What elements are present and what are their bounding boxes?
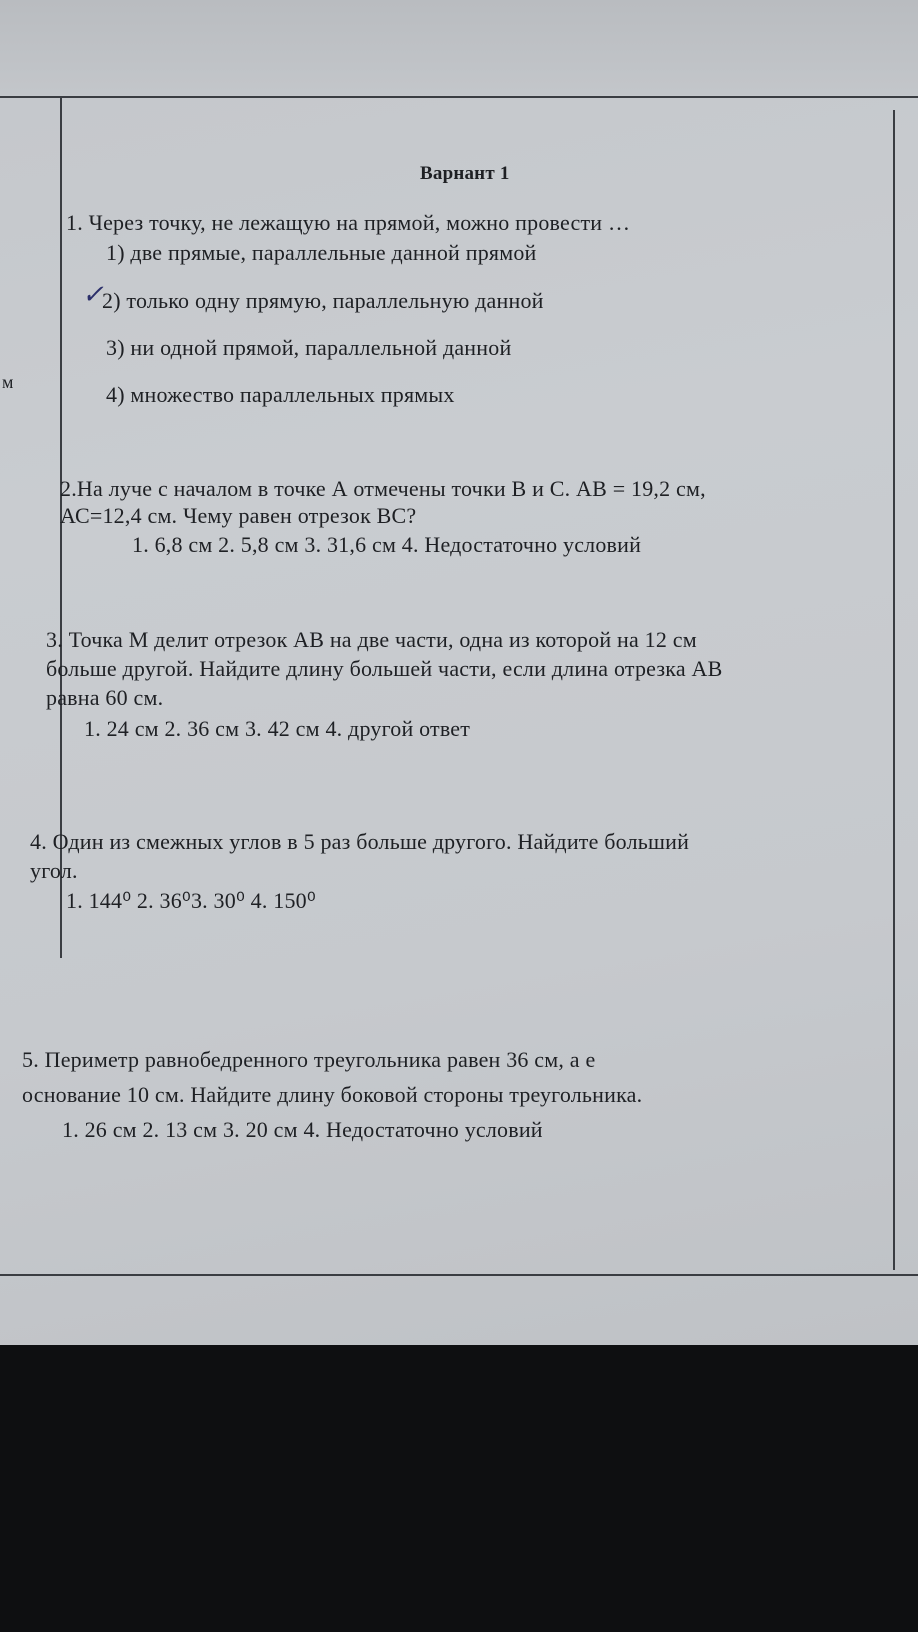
q1-option-4: 4) множество параллельных прямых xyxy=(106,382,455,407)
margin-mark: м xyxy=(2,372,14,392)
question-3-text-line-3: равна 60 см. xyxy=(46,685,164,710)
question-2-text-line-2: АС=12,4 см. Чему равен отрезок ВС? xyxy=(60,503,417,528)
question-5-options: 1. 26 см 2. 13 см 3. 20 см 4. Недостаточно условий xyxy=(62,1117,543,1142)
question-3-text-line-2: больше другой. Найдите длину большей части, если длина отрезка АВ xyxy=(46,656,723,681)
question-4-options: 1. 144⁰ 2. 36⁰3. 30⁰ 4. 150⁰ xyxy=(66,888,316,913)
dark-background xyxy=(0,1345,918,1632)
question-5-text-line-1: 5. Периметр равнобедренного треугольника равен 36 см, а е xyxy=(22,1047,596,1072)
variant-title: Варнант 1 xyxy=(420,163,510,184)
question-3-text-line-1: 3. Точка М делит отрезок АВ на две части, одна из которой на 12 см xyxy=(46,627,697,652)
question-2-options: 1. 6,8 см 2. 5,8 см 3. 31,6 см 4. Недостаточно условий xyxy=(132,532,642,557)
question-1-text: 1. Через точку, не лежащую на прямой, можно провести … xyxy=(66,210,631,235)
frame-top-line xyxy=(0,96,918,98)
question-2-text-line-1: 2.На луче с началом в точке А отмечены точки В и С. АВ = 19,2 см, xyxy=(60,476,706,501)
page-top-shadow xyxy=(0,0,918,95)
question-4-text-line-2: угол. xyxy=(30,858,78,883)
q1-option-1: 1) две прямые, параллельные данной прямой xyxy=(106,240,537,265)
frame-right-line xyxy=(893,110,895,1270)
question-5-text-line-2: основание 10 см. Найдите длину боковой стороны треугольника. xyxy=(22,1082,643,1107)
check-mark-icon: ✓ xyxy=(82,280,104,309)
q1-option-2: 2) только одну прямую, параллельную данной xyxy=(102,288,544,313)
question-3-options: 1. 24 см 2. 36 см 3. 42 см 4. другой ответ xyxy=(84,716,471,741)
frame-bottom-line xyxy=(0,1274,918,1276)
question-4-text-line-1: 4. Один из смежных углов в 5 раз больше другого. Найдите больший xyxy=(30,829,690,854)
q1-option-3: 3) ни одной прямой, параллельной данной xyxy=(106,335,512,360)
